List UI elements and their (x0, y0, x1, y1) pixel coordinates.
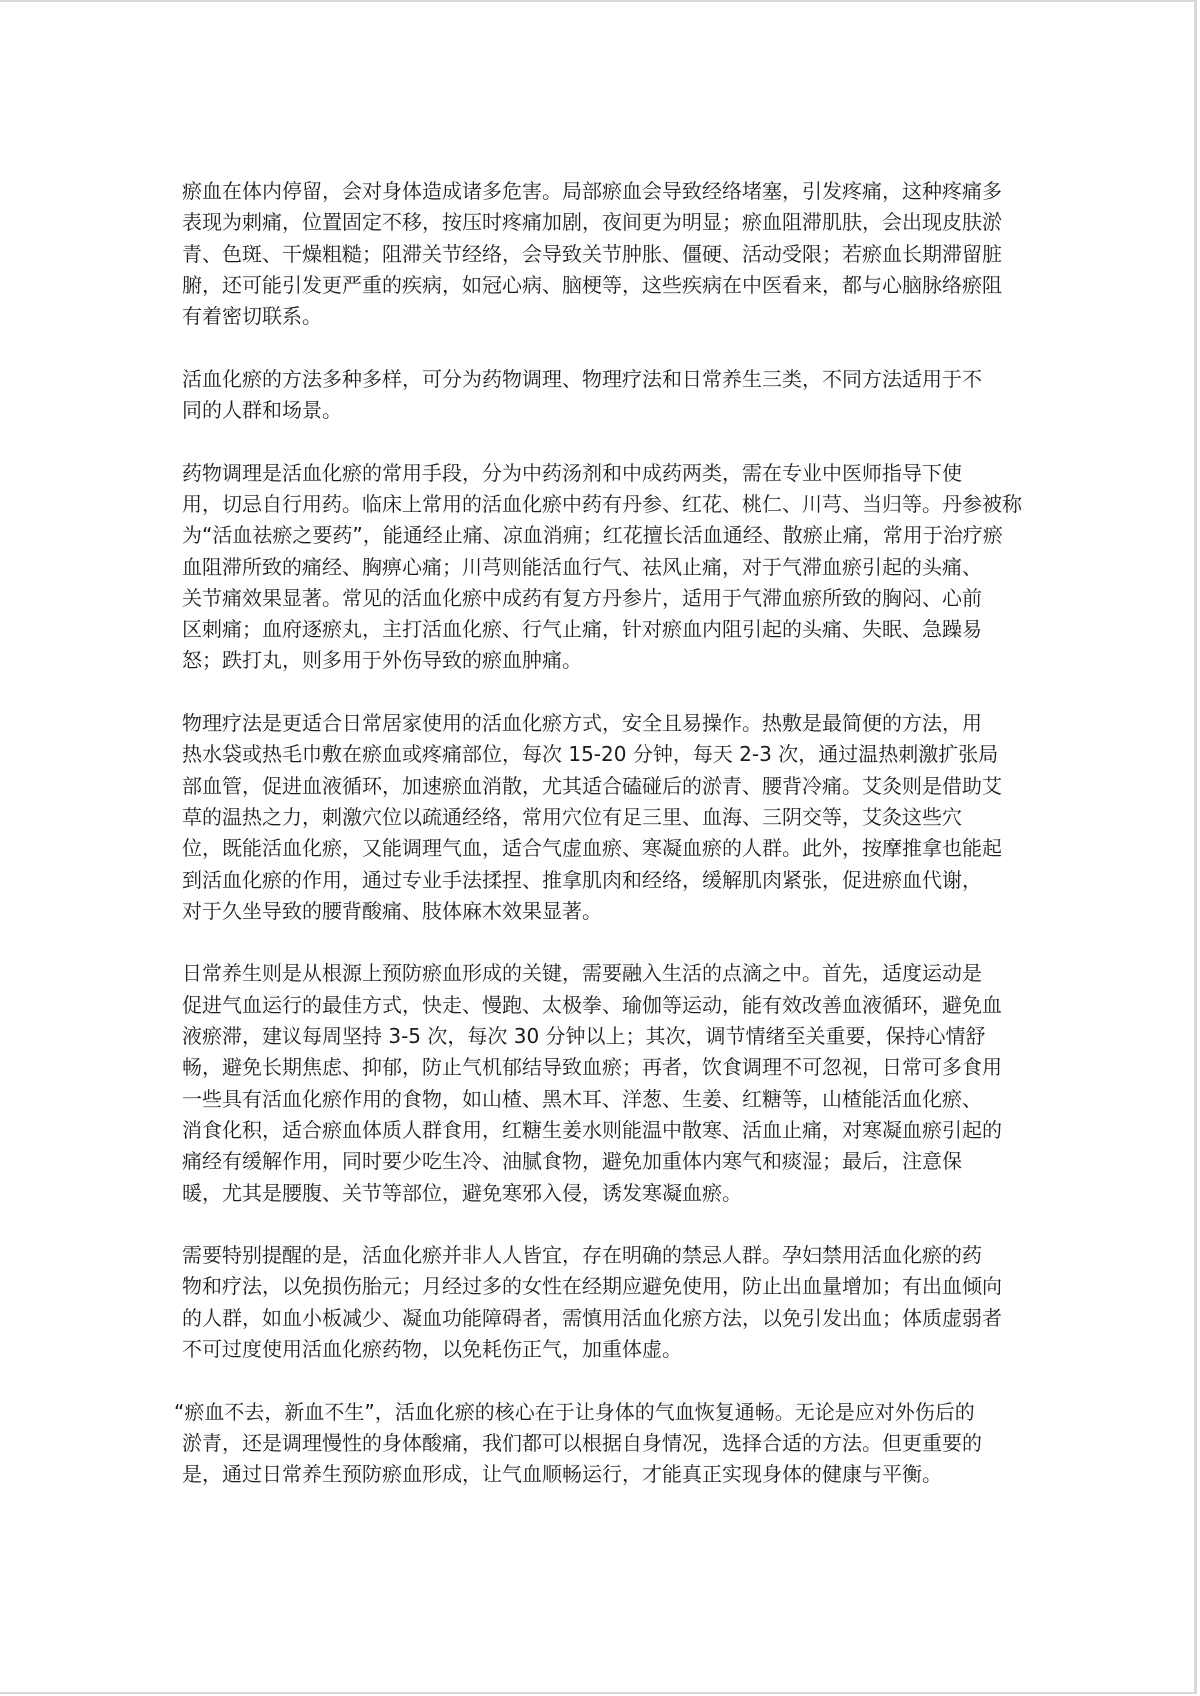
text-line: 关节痛效果显著。常见的活血化瘀中成药有复方丹参片，适用于气滞血瘀所致的胸闷、心前 (182, 585, 982, 610)
text-line: 对于久坐导致的腰背酸痛、肢体麻木效果显著。 (182, 898, 602, 923)
text-line: 为“活血祛瘀之要药”，能通经止痛、凉血消痈；红花擅长活血通经、散瘀止痛，常用于治疗瘀 (182, 523, 1003, 548)
paragraph-harm-of-blood-stasis (182, 176, 1022, 332)
text-line: 位，既能活血化瘀，又能调理气血，适合气虚血瘀、寒凝血瘀的人群。此外，按摩推拿也能起 (182, 836, 1002, 861)
text-line: 的人群，如血小板减少、凝血功能障碍者，需慎用活血化瘀方法，以免引发出血；体质虚弱者 (182, 1305, 1002, 1330)
text-line: 一些具有活血化瘀作用的食物，如山楂、黑木耳、洋葱、生姜、红糖等，山楂能活血化瘀、 (182, 1086, 982, 1111)
text-line: 瘀血在体内停留，会对身体造成诸多危害。局部瘀血会导致经络堵塞，引发疼痛，这种疼痛多 (182, 179, 1002, 203)
text-line: 痛经有缓解作用，同时要少吃生冷、油腻食物，避免加重体内寒气和痰湿；最后，注意保 (182, 1149, 962, 1174)
text-line: 畅，避免长期焦虑、抑郁，防止气机郁结导致血瘀；再者，饮食调理不可忽视，日常可多食用 (182, 1055, 1002, 1080)
text-line: 淤青，还是调理慢性的身体酸痛，我们都可以根据自身情况，选择合适的方法。但更重要的 (182, 1430, 982, 1455)
text-line: 表现为刺痛，位置固定不移，按压时疼痛加剧，夜间更为明显；瘀血阻滞肌肤，会出现皮肤淤 (182, 210, 1002, 235)
text-line: 血阻滞所致的痛经、胸痹心痛；川芎则能活血行气、祛风止痛，对于气滞血瘀引起的头痛、 (182, 554, 982, 579)
paragraph-methods-overview (182, 364, 1022, 427)
text-line: 青、色斑、干燥粗糙；阻滞关节经络，会导致关节肿胀、僵硬、活动受限；若瘀血长期滞留脏 (182, 241, 1002, 266)
paragraph-conclusion (174, 1397, 1022, 1491)
text-line: 日常养生则是从根源上预防瘀血形成的关键，需要融入生活的点滴之中。首先，适度运动是 (182, 961, 982, 986)
text-line: 暖，尤其是腰腹、关节等部位，避免寒邪入侵，诱发寒凝血瘀。 (182, 1180, 742, 1205)
text-line: 到活血化瘀的作用，通过专业手法揉捏、推拿肌肉和经络，缓解肌肉紧张，促进瘀血代谢， (182, 867, 982, 892)
text-line: 是，通过日常养生预防瘀血形成，让气血顺畅运行，才能真正实现身体的健康与平衡。 (182, 1462, 942, 1487)
paragraph-physical-therapy (182, 708, 1022, 927)
text-line: 物理疗法是更适合日常居家使用的活血化瘀方式，安全且易操作。热敷是最简便的方法，用 (182, 711, 982, 736)
text-line: 需要特别提醒的是，活血化瘀并非人人皆宜，存在明确的禁忌人群。孕妇禁用活血化瘀的药 (182, 1243, 982, 1268)
text-line: 物和疗法，以免损伤胎元；月经过多的女性在经期应避免使用，防止出血量增加；有出血倾向 (182, 1274, 1002, 1299)
paragraph-contraindications (182, 1240, 1022, 1365)
text-line: 区刺痛；血府逐瘀丸，主打活血化瘀、行气止痛，针对瘀血内阻引起的头痛、失眠、急躁易 (182, 617, 982, 642)
text-line: 草的温热之力，刺激穴位以疏通经络，常用穴位有足三里、血海、三阴交等，艾灸这些穴 (182, 804, 962, 829)
text-line: 药物调理是活血化瘀的常用手段，分为中药汤剂和中成药两类，需在专业中医师指导下使 (182, 460, 962, 485)
text-line: 怒；跌打丸，则多用于外伤导致的瘀血肿痛。 (182, 648, 582, 673)
text-line: 不可过度使用活血化瘀药物，以免耗伤正气，加重体虚。 (182, 1336, 682, 1361)
document-body (174, 176, 1022, 1522)
text-line: 有着密切联系。 (182, 304, 322, 329)
text-line: 活血化瘀的方法多种多样，可分为药物调理、物理疗法和日常养生三类，不同方法适用于不 (182, 366, 982, 391)
paragraph-medicinal-therapy (182, 458, 1022, 677)
text-line: 部血管，促进血液循环，加速瘀血消散，尤其适合磕碰后的淤青、腰背冷痛。艾灸则是借助艾 (182, 773, 1002, 798)
text-line: 用，切忌自行用药。临床上常用的活血化瘀中药有丹参、红花、桃仁、川芎、当归等。丹参被称 (182, 491, 1022, 516)
text-line: 同的人群和场景。 (182, 398, 342, 423)
text-line: 液瘀滞，建议每周坚持 3-5 次，每次 30 分钟以上；其次，调节情绪至关重要，保持心情舒 (182, 1024, 986, 1049)
text-line: 腑，还可能引发更严重的疾病，如冠心病、脑梗等，这些疾病在中医看来，都与心脑脉络瘀阻 (182, 272, 1002, 297)
text-line: 消食化积，适合瘀血体质人群食用，红糖生姜水则能温中散寒、活血止痛，对寒凝血瘀引起的 (182, 1117, 1002, 1142)
text-line: 促进气血运行的最佳方式，快走、慢跑、太极拳、瑜伽等运动，能有效改善血液循环，避免血 (182, 992, 1002, 1017)
text-line: “瘀血不去，新血不生”，活血化瘀的核心在于让身体的气血恢复通畅。无论是应对外伤后的 (174, 1399, 975, 1424)
text-line: 热水袋或热毛巾敷在瘀血或疼痛部位，每次 15-20 分钟，每天 2-3 次，通过温热刺激扩张局 (182, 742, 999, 767)
paragraph-daily-health-care (182, 958, 1022, 1208)
